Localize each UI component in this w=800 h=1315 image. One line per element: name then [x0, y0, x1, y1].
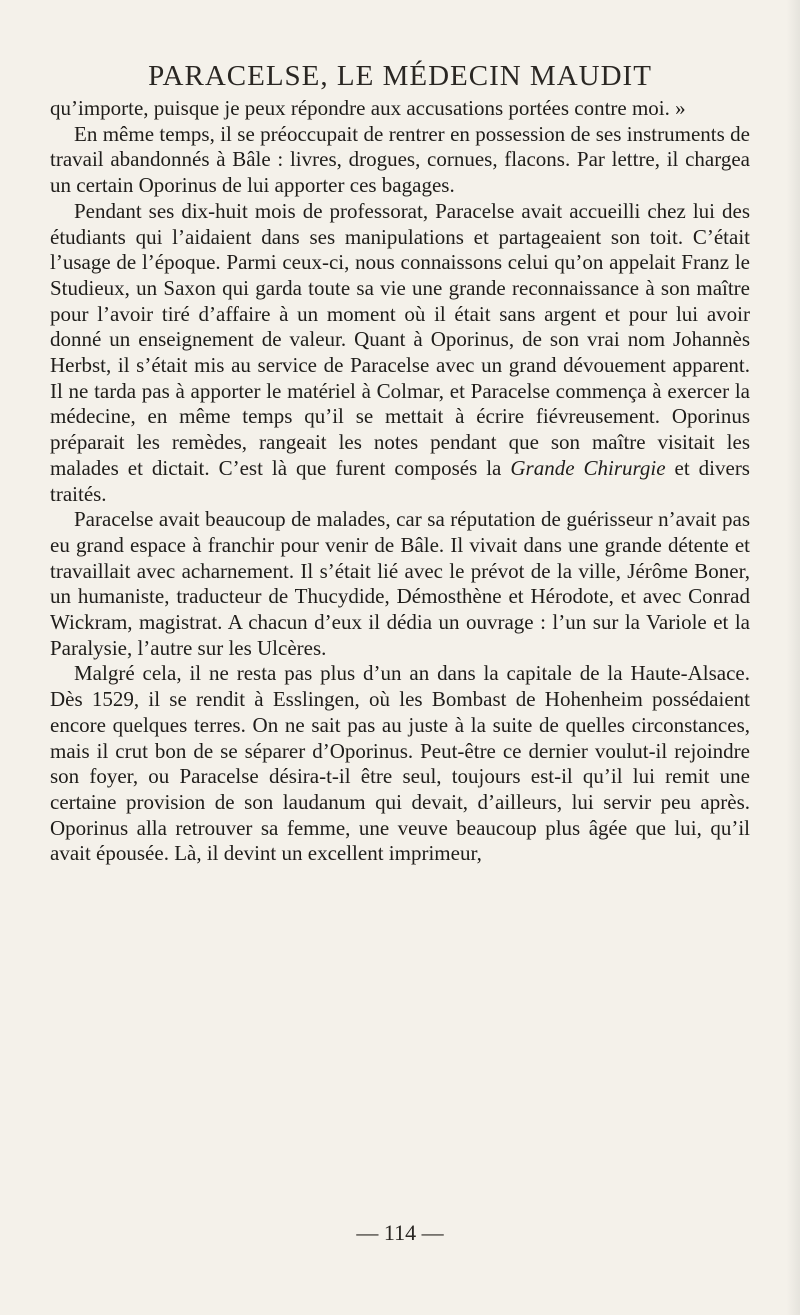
paragraph-2: En même temps, il se préoccupait de rentrer en possession de ses instruments de travail abandonnés à Bâle : livres, drogues, cornues, flacons. Par lettre, il chargea un certain Oporinus de lui apporter ces bagages. [50, 121, 750, 198]
running-head: PARACELSE, LE MÉDECIN MAUDIT [148, 60, 652, 92]
paragraph-5: Malgré cela, il ne resta pas plus d’un an dans la capitale de la Haute-Alsace. Dès 1529, il se rendit à Esslingen, où les Bombast de Hohenheim possédaient encore quelques terres. On ne sait pas au juste à la suite de quelles circonstances, mais il crut bon de se séparer d’Oporinus. Peut-être ce dernier voulut-il rejoindre son foyer, ou Paracelse désira-t-il être seul, toujours est-il qu’il lui remit une certaine provision de son laudanum qui devait, d’ailleurs, lui servir peu après. Oporinus alla retrouver sa femme, une veuve beaucoup plus âgée que lui, qu’il avait épousée. Là, il devint un excellent imprimeur, [50, 661, 750, 866]
page-edge-shadow [786, 0, 800, 1315]
page-number: — 114 — [356, 1220, 444, 1245]
book-title-grande-chirurgie: Grande Chirurgie [510, 455, 666, 480]
paragraph-1: qu’importe, puisque je peux répondre aux accusations portées contre moi. » [50, 96, 686, 120]
paragraph-3 [50, 199, 750, 507]
paragraph-4: Paracelse avait beaucoup de malades, car sa réputation de guérisseur n’avait pas eu grand espace à franchir pour venir de Bâle. Il vivait dans une grande détente et travaillait avec acharnement. Il s’était lié avec le prévot de la ville, Jérôme Boner, un humaniste, traducteur de Thucydide, Démosthène et Hérodote, et avec Conrad Wickram, magistrat. A chacun d’eux il dédia un ouvrage : l’un sur la Variole et la Paralysie, l’autre sur les Ulcères. [50, 507, 750, 660]
body-text [50, 96, 750, 867]
paragraph-3-text: Pendant ses dix-huit mois de professorat, Paracelse avait accueilli chez lui des étudiants qui l’aidaient dans ses manipulations et partageaient son toit. C’était l’usage de l’époque. Parmi ceux-ci, nous connaissons celui qu’on appelait Franz le Studieux, un Saxon qui garda toute sa vie une grande reconnaissance à son maître pour l’avoir tiré d’affaire à un moment où il était sans argent et pour lui avoir donné un enseignement de valeur. Quant à Oporinus, de son vrai nom Johannès Herbst, il s’était mis au service de Paracelse avec un grand dévouement apparent. Il ne tarda pas à apporter le matériel à Colmar, et Paracelse commença à exercer la médecine, en même temps qu’il se mettait à écrire fiévreusement. Oporinus préparait les remèdes, rangeait les notes pendant que son maître visitait les malades et dictait. C’est là que furent composés la [50, 198, 750, 480]
paragraph-3-tail: et divers traités. [50, 455, 750, 506]
